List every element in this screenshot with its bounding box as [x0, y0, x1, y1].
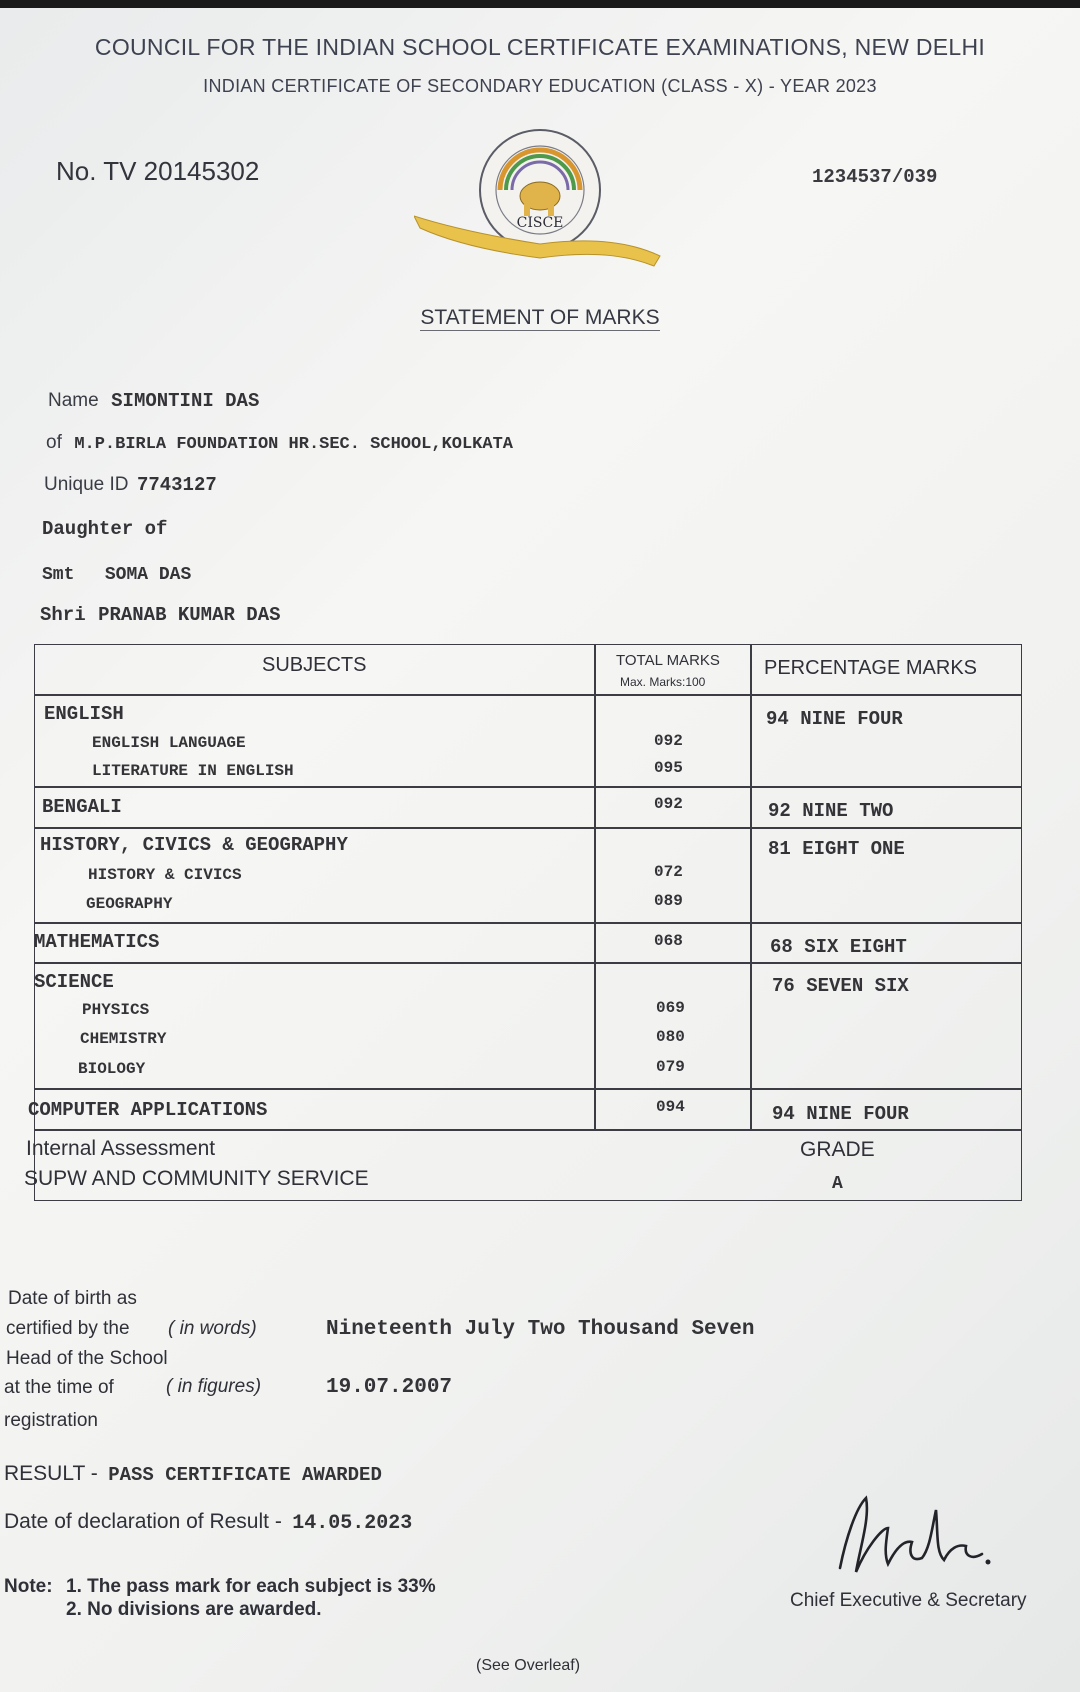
signature [826, 1488, 1006, 1588]
subject-english: ENGLISH [44, 703, 124, 725]
subject-hcg: HISTORY, CIVICS & GEOGRAPHY [40, 834, 348, 856]
col-max-marks: Max. Marks:100 [620, 675, 706, 689]
council-title: COUNCIL FOR THE INDIAN SCHOOL CERTIFICATE EXAMINATIONS, NEW DELHI [94, 34, 986, 60]
pct-computer: 94 NINE FOUR [772, 1103, 909, 1125]
uid-row [44, 474, 217, 496]
reference-number: 1234537/039 [812, 166, 938, 188]
dob-words: Nineteenth July Two Thousand Seven [326, 1318, 755, 1341]
pct-bengali: 92 NINE TWO [768, 800, 894, 822]
pct-science: 76 SEVEN SIX [772, 975, 909, 997]
cisce-logo [414, 124, 676, 292]
signatory-title: Chief Executive & Secretary [790, 1590, 1027, 1611]
mark-english-language: 092 [654, 732, 683, 750]
see-overleaf: (See Overleaf) [476, 1657, 581, 1674]
result-value: PASS CERTIFICATE AWARDED [108, 1464, 382, 1486]
subject-chemistry: CHEMISTRY [80, 1030, 167, 1048]
subject-physics: PHYSICS [82, 1001, 150, 1019]
father-row [40, 604, 281, 626]
table-row-divider [34, 827, 1022, 829]
exam-title: INDIAN CERTIFICATE OF SECONDARY EDUCATION (CLASS - X) - YEAR 2023 [203, 76, 877, 96]
mother-row [42, 565, 191, 585]
table-row-divider [34, 1129, 1022, 1131]
father-prefix: Shri [40, 604, 86, 626]
dob-in-words-label: ( in words) [168, 1318, 257, 1339]
uid-label: Unique ID [44, 474, 129, 495]
school-name: M.P.BIRLA FOUNDATION HR.SEC. SCHOOL,KOLKATA [74, 435, 513, 454]
note-2: 2. No divisions are awarded. [66, 1599, 322, 1620]
internal-assessment-label: Internal Assessment [26, 1137, 216, 1160]
dob-in-figures-label: ( in figures) [166, 1376, 262, 1397]
statement-title [0, 306, 1080, 330]
subject-literature: LITERATURE IN ENGLISH [92, 762, 294, 780]
certificate-number: No. TV 20145302 [56, 156, 260, 186]
dob-label-1: Date of birth as [8, 1288, 137, 1309]
name-label: Name [48, 390, 99, 411]
subject-science: SCIENCE [34, 971, 114, 993]
dob-label-5: registration [4, 1410, 98, 1431]
mark-literature: 095 [654, 759, 683, 777]
dob-label-3: Head of the School [6, 1348, 168, 1369]
mark-mathematics: 068 [654, 932, 683, 950]
table-row-divider [34, 962, 1022, 964]
mark-biology: 079 [656, 1058, 685, 1076]
mother-prefix: Smt [42, 565, 75, 585]
table-col-divider-1 [594, 644, 596, 1129]
declaration-date: 14.05.2023 [292, 1512, 413, 1535]
declaration-label: Date of declaration of Result - [4, 1510, 282, 1533]
table-row-divider [34, 786, 1022, 788]
table-row-divider [34, 694, 1022, 696]
logo-text: CISCE [516, 215, 564, 231]
dob-label-4: at the time of [4, 1377, 114, 1398]
supw-label: SUPW AND COMMUNITY SERVICE [24, 1167, 369, 1190]
father-name: PRANAB KUMAR DAS [98, 604, 281, 626]
table-row-divider [34, 1088, 1022, 1090]
unique-id: 7743127 [136, 474, 217, 496]
note-label: Note: [4, 1576, 53, 1597]
result-row [4, 1462, 382, 1486]
grade-label: GRADE [800, 1138, 875, 1161]
subject-history-civics: HISTORY & CIVICS [88, 866, 242, 884]
note-1: 1. The pass mark for each subject is 33% [66, 1576, 436, 1597]
mark-geography: 089 [654, 892, 683, 910]
of-label: of [46, 432, 62, 453]
subject-biology: BIOLOGY [78, 1060, 146, 1078]
mark-physics: 069 [656, 999, 685, 1017]
school-row [46, 432, 513, 454]
top-edge [0, 0, 1080, 8]
col-total-marks: TOTAL MARKS [616, 652, 720, 669]
declaration-row [4, 1510, 412, 1535]
mark-chemistry: 080 [656, 1028, 685, 1046]
dob-figures: 19.07.2007 [326, 1376, 453, 1399]
subject-bengali: BENGALI [42, 796, 122, 818]
supw-grade: A [832, 1174, 843, 1194]
result-label: RESULT - [4, 1462, 98, 1485]
col-subjects: SUBJECTS [262, 654, 367, 676]
subject-mathematics: MATHEMATICS [34, 931, 160, 953]
relation-label: Daughter of [42, 518, 168, 540]
statement-title-text: STATEMENT OF MARKS [420, 306, 660, 329]
name-row [48, 390, 259, 412]
mother-name: SOMA DAS [104, 565, 192, 585]
pct-mathematics: 68 SIX EIGHT [770, 936, 907, 958]
col-percentage: PERCENTAGE MARKS [764, 657, 977, 679]
subject-english-language: ENGLISH LANGUAGE [92, 734, 246, 752]
mark-history-civics: 072 [654, 863, 683, 881]
candidate-name: SIMONTINI DAS [111, 390, 260, 412]
mark-computer: 094 [656, 1098, 685, 1116]
pct-english: 94 NINE FOUR [766, 708, 903, 730]
subject-computer: COMPUTER APPLICATIONS [28, 1099, 268, 1121]
table-row-divider [34, 922, 1022, 924]
pct-hcg: 81 EIGHT ONE [768, 838, 905, 860]
mark-bengali: 092 [654, 795, 683, 813]
subject-geography: GEOGRAPHY [86, 895, 173, 913]
dob-label-2: certified by the [6, 1318, 130, 1339]
table-col-divider-2 [750, 644, 752, 1129]
